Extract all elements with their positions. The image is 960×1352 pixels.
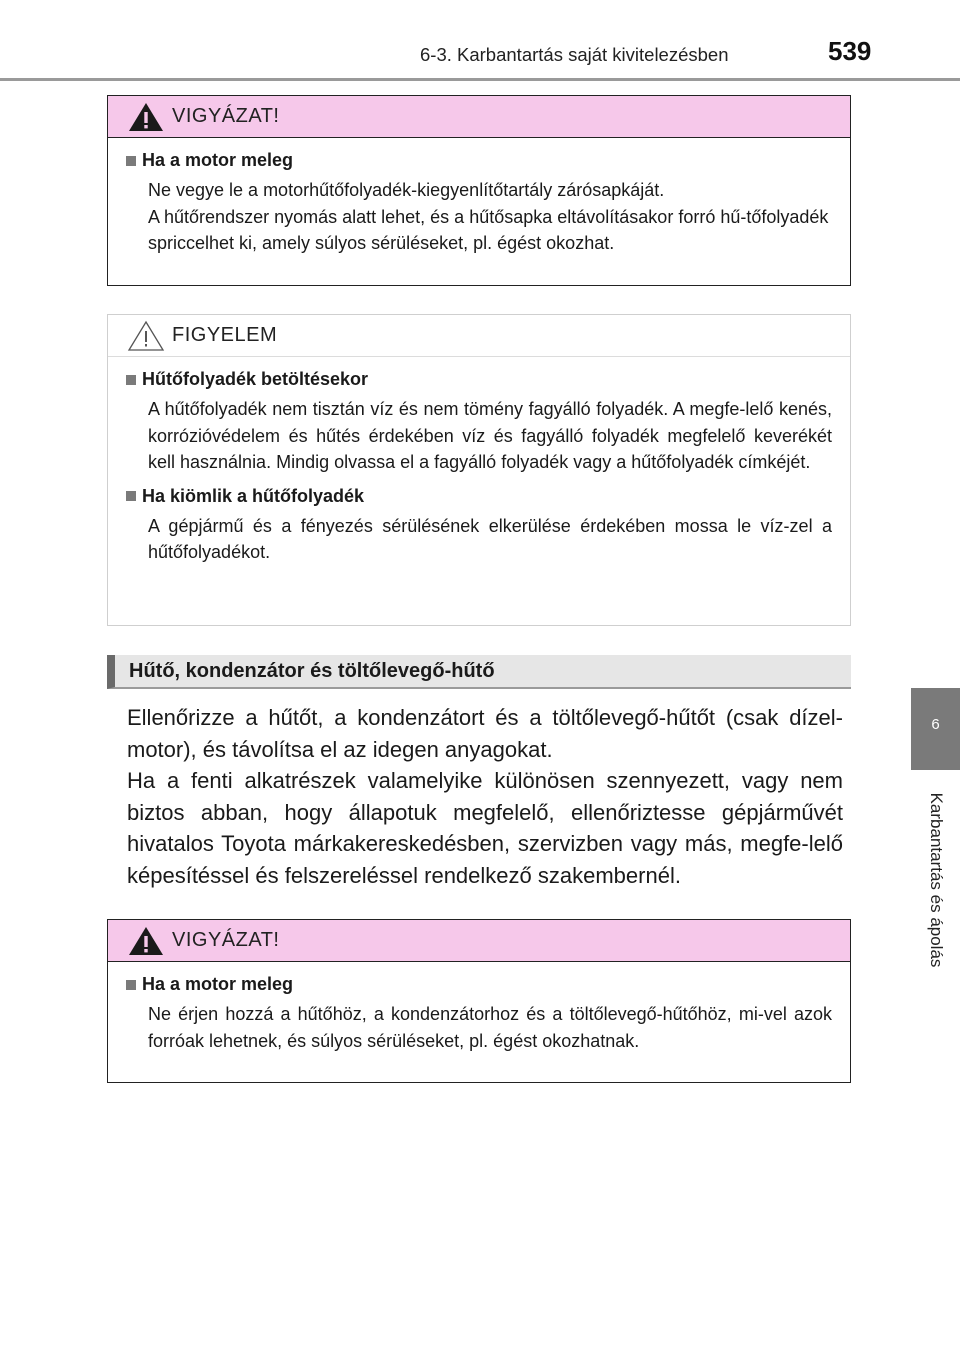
- warning-triangle-icon: [126, 924, 166, 958]
- item-text: Ne érjen hozzá a hűtőhöz, a kondenzátorhoz és a töltőlevegő-hűtőhöz, mi-vel azok forróak lehetnek, és súlyos sérüléseket, pl. égést okozhatnak.: [148, 1004, 832, 1051]
- item-text: A hűtőfolyadék nem tisztán víz és nem tömény fagyálló folyadék. A megfe-lelő kenés, korrózióvédelem és hűtés érdekében víz és fagyálló folyadék megfelelő keverékét kell használnia. Mindig olvassa el a fagyálló folyadék vagy a hűtőfolyadék címkéjét.: [148, 399, 832, 472]
- bullet-square-icon: [126, 491, 136, 501]
- notice-box-coolant: [107, 314, 851, 626]
- item-line: Ne vegye le a motorhűtőfolyadék-kiegyenlítőtartály zárósapkáját.: [148, 180, 665, 200]
- bullet-square-icon: [126, 156, 136, 166]
- item-heading: Ha kiömlik a hűtőfolyadék: [126, 486, 832, 507]
- warning-box-engine-hot: [107, 95, 851, 286]
- notice-title: FIGYELEM: [172, 324, 278, 346]
- warning-box-header: [108, 920, 850, 962]
- warning-title: VIGYÁZAT!: [172, 929, 280, 951]
- chapter-tab: [911, 688, 960, 770]
- chapter-number: 6: [931, 716, 940, 733]
- body-paragraph: Ellenőrizze a hűtőt, a kondenzátort és a töltőlevegő-hűtőt (csak dízel-motor), és távolítsa el az idegen anyagokat.: [127, 705, 843, 762]
- warning-box-radiator-hot: [107, 919, 851, 1083]
- bullet-square-icon: [126, 375, 136, 385]
- header-divider: [0, 78, 960, 81]
- running-header-section: 6-3. Karbantartás saját kivitelezésben: [420, 44, 729, 65]
- chapter-title-vertical: Karbantartás és ápolás: [927, 792, 946, 968]
- bullet-square-icon: [126, 980, 136, 990]
- item-heading: Ha a motor meleg: [126, 974, 832, 995]
- body-paragraph: Ha a fenti alkatrészek valamelyike különösen szennyezett, vagy nem biztos abban, hogy állapotuk megfelelő, ellenőriztesse gépjárművét hivatalos Toyota márkakereskedésben, szervizben vagy más, megfe-lelő képesítéssel és felszereléssel rendelkező szakembernél.: [127, 768, 843, 888]
- warning-title: VIGYÁZAT!: [172, 105, 280, 127]
- item-text: A gépjármű és a fényezés sérülésének elkerülése érdekében mossa le víz-zel a hűtőfolyadékot.: [148, 515, 832, 562]
- section-body: [127, 702, 843, 891]
- caution-triangle-outline-icon: [126, 319, 166, 353]
- page-number: 539: [828, 36, 872, 66]
- section-title: Hűtő, kondenzátor és töltőlevegő-hűtő: [129, 659, 495, 682]
- item-heading: Ha a motor meleg: [126, 150, 832, 171]
- notice-box-header: [108, 315, 850, 357]
- item-heading: Hűtőfolyadék betöltésekor: [126, 369, 832, 390]
- section-heading-bar: [107, 655, 851, 689]
- warning-box-header: [108, 96, 850, 138]
- item-text: [126, 177, 832, 257]
- warning-triangle-icon: [126, 100, 166, 134]
- item-line: A hűtőrendszer nyomás alatt lehet, és a hűtősapka eltávolításakor forró hű-tőfolyadék spriccelhet ki, amely súlyos sérüléseket, pl. égést okozhat.: [148, 206, 829, 253]
